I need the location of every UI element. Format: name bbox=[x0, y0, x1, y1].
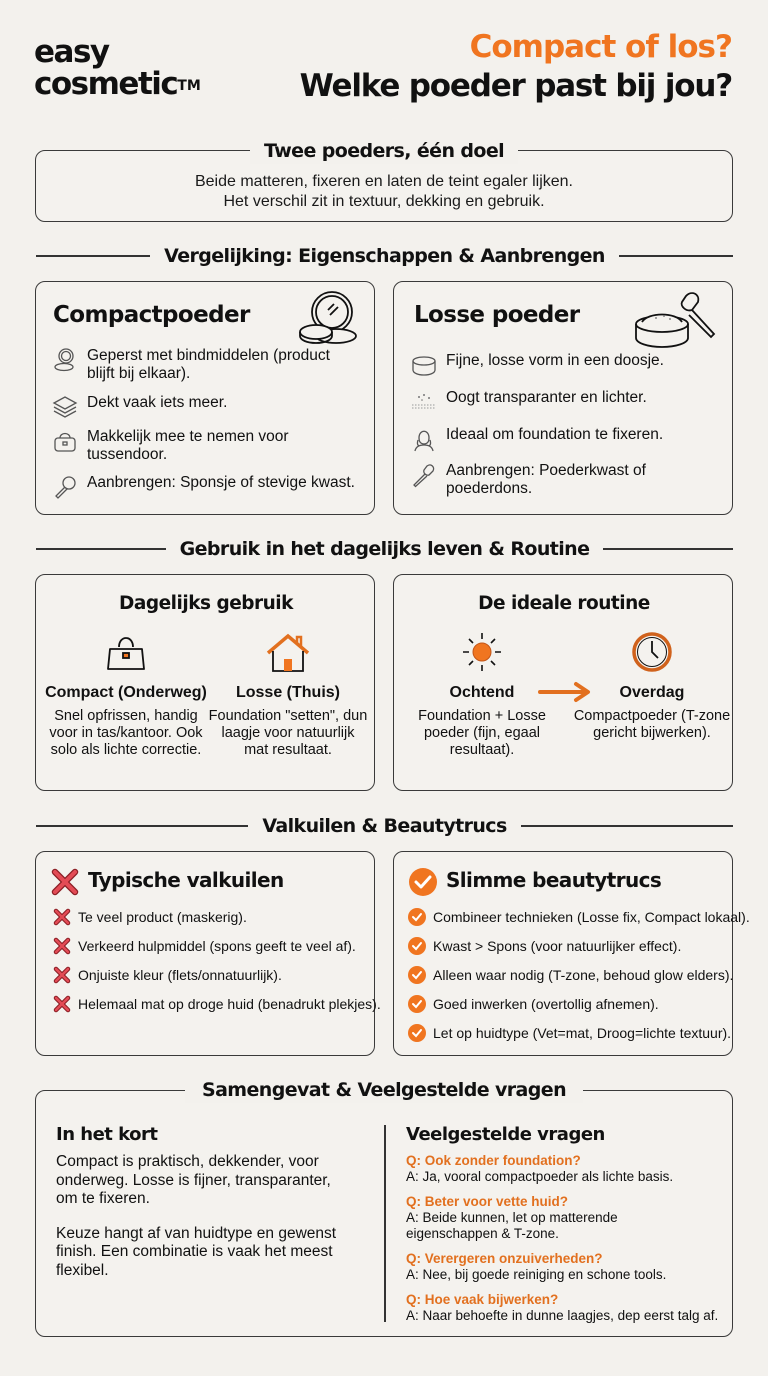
faq-item bbox=[406, 1292, 726, 1324]
clock-icon bbox=[630, 631, 674, 673]
faq-answer: A: Naar behoefte in dunne laagjes, dep eerst talg af. bbox=[406, 1308, 719, 1323]
faq-question: Q: Ook zonder foundation? bbox=[406, 1153, 581, 1168]
compact-feature-3 bbox=[52, 428, 352, 463]
divider bbox=[521, 825, 733, 827]
faq-answer: A: Beide kunnen, let op matterende eigenschappen & T-zone. bbox=[406, 1210, 618, 1241]
daily-item-compact bbox=[41, 633, 211, 759]
divider bbox=[36, 255, 150, 257]
x-mark-icon bbox=[53, 937, 71, 955]
divider bbox=[36, 825, 248, 827]
pitfall-text: Te veel product (maskerig). bbox=[78, 909, 247, 925]
x-mark-icon bbox=[53, 908, 71, 926]
handbag-icon bbox=[52, 428, 78, 454]
feature-text: Dekt vaak iets meer. bbox=[87, 394, 228, 411]
intro-line-2: Het verschil zit in textuur, dekking en gebruik. bbox=[223, 193, 545, 210]
check-circle-icon bbox=[408, 966, 426, 984]
column-divider bbox=[384, 1125, 386, 1322]
daily-item-loose bbox=[208, 633, 368, 759]
feature-text: Aanbrengen: Poederkwast of poederdons. bbox=[446, 462, 646, 497]
trick-text: Goed inwerken (overtollig afnemen). bbox=[433, 996, 659, 1012]
powder-jar-brush-icon bbox=[634, 290, 722, 352]
pitfall-item bbox=[53, 937, 356, 955]
routine-step-daytime bbox=[572, 631, 732, 742]
sun-icon bbox=[460, 631, 504, 673]
trick-text: Kwast > Spons (voor natuurlijker effect). bbox=[433, 938, 682, 954]
loose-title: Losse poeder bbox=[414, 302, 580, 328]
faq-block bbox=[406, 1124, 726, 1324]
compact-title: Compactpoeder bbox=[53, 302, 250, 328]
trick-item bbox=[408, 995, 659, 1013]
jar-icon bbox=[411, 352, 437, 378]
logo-line-1: easy bbox=[34, 34, 109, 70]
intro-line-1: Beide matteren, fixeren en laten de teint egaler lijken. bbox=[194, 173, 573, 190]
faq-answer: A: Nee, bij goede reiniging en schone tools. bbox=[406, 1267, 667, 1282]
faq-item bbox=[406, 1153, 726, 1185]
compact-mirror-icon bbox=[294, 290, 360, 348]
faq-item bbox=[406, 1194, 656, 1242]
daily-use-card bbox=[35, 574, 375, 791]
brush-icon bbox=[411, 462, 437, 488]
tricks-title: Slimme beautytrucs bbox=[446, 868, 662, 892]
trick-text: Alleen waar nodig (T-zone, behoud glow elders). bbox=[433, 967, 734, 983]
faq-title: Veelgestelde vragen bbox=[406, 1124, 605, 1145]
compact-icon bbox=[52, 347, 78, 373]
pitfall-item bbox=[53, 966, 282, 984]
check-circle-icon bbox=[408, 908, 426, 926]
compact-feature-1 bbox=[52, 347, 352, 382]
layers-icon bbox=[52, 394, 78, 420]
divider bbox=[36, 548, 166, 550]
feature-text: Ideaal om foundation te fixeren. bbox=[446, 426, 664, 443]
item-label: Losse (Thuis) bbox=[235, 684, 340, 701]
trick-item bbox=[408, 908, 750, 926]
routine-card bbox=[393, 574, 733, 791]
step-label: Overdag bbox=[619, 684, 685, 701]
feature-text: Fijne, losse vorm in een doosje. bbox=[446, 352, 664, 369]
loose-feature-2 bbox=[411, 389, 721, 415]
check-circle-icon bbox=[408, 867, 438, 897]
summary-title: In het kort bbox=[56, 1124, 158, 1145]
faq-item bbox=[406, 1251, 726, 1283]
pitfall-item bbox=[53, 995, 381, 1013]
section-header-compare bbox=[36, 244, 733, 268]
loose-feature-3 bbox=[411, 426, 721, 452]
check-circle-icon bbox=[408, 995, 426, 1013]
pitfalls-title: Typische valkuilen bbox=[88, 868, 284, 892]
title-main: Welke poeder past bij jou? bbox=[299, 68, 732, 104]
compact-feature-4 bbox=[52, 474, 372, 500]
trick-text: Combineer technieken (Losse fix, Compact lokaal). bbox=[433, 909, 750, 925]
faq-answer: A: Ja, vooral compactpoeder als lichte basis. bbox=[406, 1169, 674, 1184]
summary-paragraph-2: Keuze hangt af van huidtype en gewenst finish. Een combinatie is vaak het meest flexibel. bbox=[56, 1224, 337, 1279]
brand-logo bbox=[34, 36, 201, 100]
section-title: Vergelijking: Eigenschappen & Aanbrengen bbox=[164, 245, 605, 267]
compact-feature-2 bbox=[52, 394, 352, 420]
trademark: TM bbox=[177, 78, 201, 94]
summary-paragraph-1: Compact is praktisch, dekkender, voor onderweg. Losse is fijner, transparanter, om te fixeren. bbox=[56, 1153, 331, 1207]
x-mark-icon bbox=[51, 868, 79, 896]
check-circle-icon bbox=[408, 937, 426, 955]
intro-title: Twee poeders, één doel bbox=[250, 138, 518, 164]
section-title-summary: Samengevat & Veelgestelde vragen bbox=[185, 1077, 583, 1103]
logo-line-2: cosmetic bbox=[34, 66, 178, 102]
tricks-card bbox=[393, 851, 750, 1056]
section-header-tips bbox=[36, 814, 733, 838]
pitfall-text: Helemaal mat op droge huid (benadrukt plekjes). bbox=[78, 996, 381, 1012]
loose-card bbox=[393, 281, 733, 515]
faq-question: Q: Beter voor vette huid? bbox=[406, 1194, 569, 1209]
routine-title: De ideale routine bbox=[478, 593, 650, 614]
feature-text: Aanbrengen: Sponsje of stevige kwast. bbox=[87, 474, 355, 491]
trick-item bbox=[408, 966, 733, 984]
title-accent: Compact of los? bbox=[469, 29, 732, 65]
item-label: Compact (Onderweg) bbox=[45, 684, 207, 701]
divider bbox=[603, 548, 733, 550]
feature-text: Geperst met bindmiddelen (product blijft bij elkaar). bbox=[87, 347, 330, 382]
item-desc: Snel opfrissen, handig voor in tas/kantoor. Ook solo als lichte correctie. bbox=[49, 708, 203, 758]
daily-title: Dagelijks gebruik bbox=[119, 593, 293, 614]
x-mark-icon bbox=[53, 995, 71, 1013]
summary-block bbox=[56, 1124, 356, 1280]
step-label: Ochtend bbox=[449, 684, 515, 701]
woman-icon bbox=[411, 426, 437, 452]
feature-text: Makkelijk mee te nemen voor tussendoor. bbox=[87, 428, 289, 463]
trick-text: Let op huidtype (Vet=mat, Droog=lichte textuur). bbox=[433, 1025, 732, 1041]
sponge-icon bbox=[52, 474, 78, 500]
pitfall-item bbox=[53, 908, 247, 926]
section-header-usage bbox=[36, 537, 733, 561]
intro-text bbox=[35, 172, 733, 212]
section-title: Valkuilen & Beautytrucs bbox=[262, 815, 507, 837]
feature-text: Oogt transparanter en lichter. bbox=[446, 389, 647, 406]
pitfall-text: Verkeerd hulpmiddel (spons geeft te veel af). bbox=[78, 938, 356, 954]
loose-feature-1 bbox=[411, 352, 721, 378]
check-circle-icon bbox=[408, 1024, 426, 1042]
trick-item bbox=[408, 1024, 731, 1042]
pitfalls-card bbox=[35, 851, 381, 1056]
page-title bbox=[300, 28, 732, 106]
house-icon bbox=[265, 633, 311, 673]
compact-card bbox=[35, 281, 375, 515]
particles-icon bbox=[411, 389, 437, 415]
step-desc: Foundation + Losse poeder (fijn, egaal resultaat). bbox=[418, 708, 546, 758]
loose-feature-4 bbox=[411, 462, 721, 497]
trick-item bbox=[408, 937, 681, 955]
pitfall-text: Onjuiste kleur (flets/onnatuurlijk). bbox=[78, 967, 282, 983]
divider bbox=[619, 255, 733, 257]
step-desc: Compactpoeder (T-zone gericht bijwerken). bbox=[573, 708, 731, 741]
faq-question: Q: Hoe vaak bijwerken? bbox=[406, 1292, 559, 1307]
item-desc: Foundation "setten", dun laagje voor natuurlijk mat resultaat. bbox=[208, 708, 368, 758]
x-mark-icon bbox=[53, 966, 71, 984]
faq-question: Q: Verergeren onzuiverheden? bbox=[406, 1251, 603, 1266]
section-title: Gebruik in het dagelijks leven & Routine bbox=[179, 538, 590, 560]
handbag-icon bbox=[104, 633, 148, 673]
